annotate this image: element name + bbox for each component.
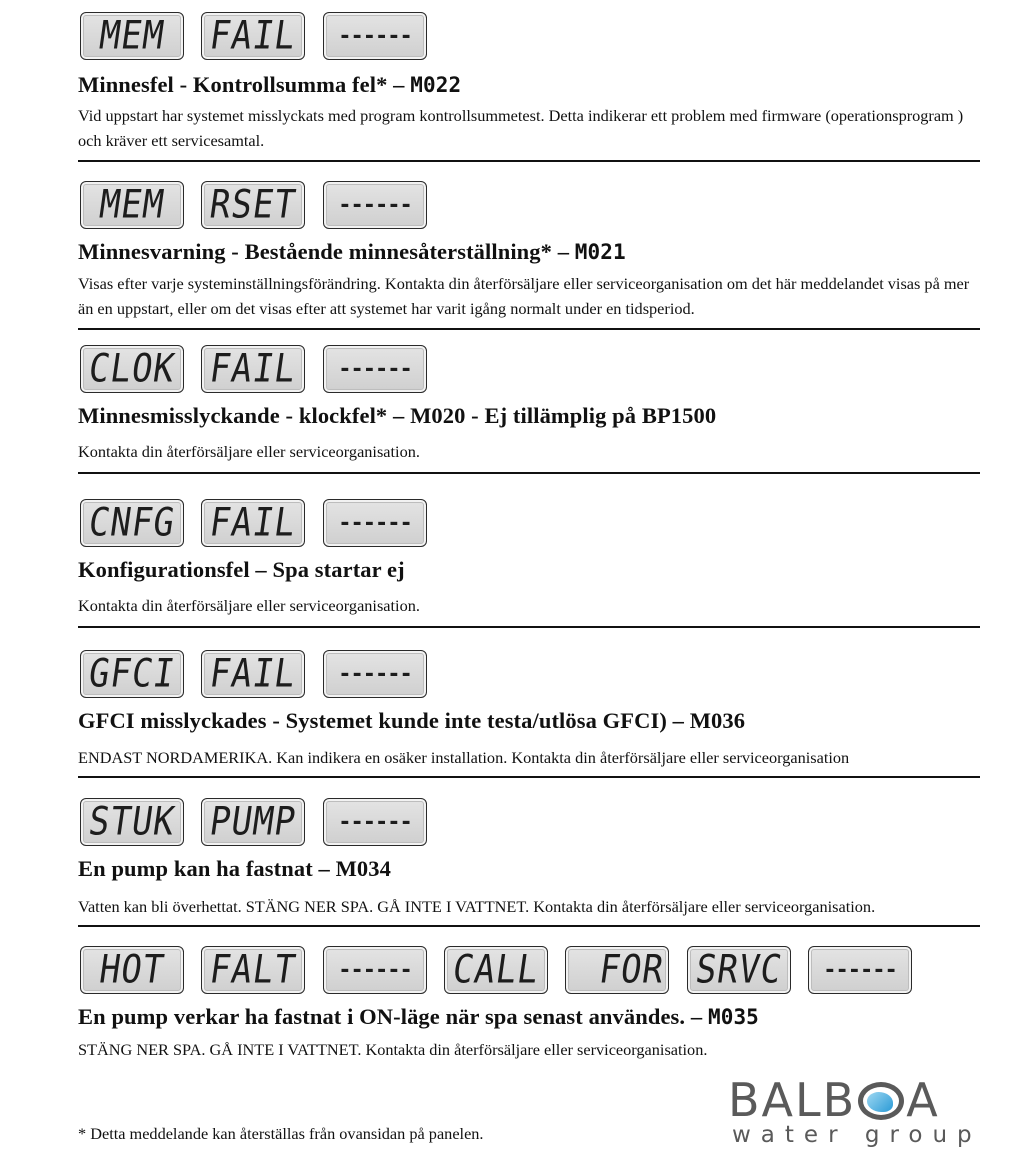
message-body: Vatten kan bli överhettat. STÄNG NER SPA. GÅ INTE I VATTNET. Kontakta din återförsäljare eller serviceorganisation. xyxy=(78,897,876,916)
lcd-text: STUK xyxy=(85,799,179,845)
title-text: En pump kan ha fastnat – M034 xyxy=(78,856,391,881)
message-title xyxy=(78,403,716,429)
lcd-text: FAIL xyxy=(206,13,300,59)
divider xyxy=(78,925,980,927)
lcd-text: MEM xyxy=(96,13,168,59)
title-text: GFCI misslyckades - Systemet kunde inte testa/utlösa GFCI) – M036 xyxy=(78,708,746,733)
lcd-panel xyxy=(565,946,669,994)
logo-text-left: BALB xyxy=(728,1073,857,1127)
lcd-panel xyxy=(80,181,184,229)
title-text: Minnesfel - Kontrollsumma fel* – xyxy=(78,72,411,97)
lcd-panel xyxy=(201,798,305,846)
divider xyxy=(78,626,980,628)
lcd-text: ------ xyxy=(338,510,412,536)
lcd-panel xyxy=(80,946,184,994)
lcd-text: ------ xyxy=(338,957,412,983)
water-drop-icon xyxy=(858,1082,904,1120)
lcd-panel xyxy=(80,798,184,846)
lcd-panel xyxy=(201,181,305,229)
lcd-text: ------ xyxy=(338,192,412,218)
message-body: STÄNG NER SPA. GÅ INTE I VATTNET. Kontakta din återförsäljare eller serviceorganisation. xyxy=(78,1040,708,1059)
lcd-text: CLOK xyxy=(85,346,179,392)
balboa-logo xyxy=(728,1073,984,1148)
lcd-text: HOT xyxy=(96,947,168,993)
lcd-panel xyxy=(323,650,427,698)
lcd-panel xyxy=(201,12,305,60)
lcd-panel xyxy=(201,499,305,547)
lcd-panel xyxy=(808,946,912,994)
lcd-panel xyxy=(201,650,305,698)
divider xyxy=(78,472,980,474)
lcd-text: ------ xyxy=(823,957,897,983)
message-title xyxy=(78,72,461,98)
divider xyxy=(78,776,980,778)
lcd-text: FAIL xyxy=(206,651,300,697)
lcd-panel xyxy=(80,345,184,393)
logo-text-right: A xyxy=(906,1073,940,1127)
error-code: M021 xyxy=(574,240,626,264)
lcd-text: CALL xyxy=(449,947,543,993)
lcd-text: RSET xyxy=(206,182,300,228)
lcd-panel xyxy=(687,946,791,994)
logo-wordmark xyxy=(728,1073,940,1127)
lcd-text: FAIL xyxy=(206,500,300,546)
lcd-text: SRVC xyxy=(692,947,786,993)
lcd-panel xyxy=(201,946,305,994)
message-title xyxy=(78,1004,759,1030)
message-body: ENDAST NORDAMERIKA. Kan indikera en osäker installation. Kontakta din återförsäljare eller serviceorganisation xyxy=(78,748,850,767)
lcd-panel xyxy=(80,499,184,547)
lcd-panel xyxy=(323,345,427,393)
lcd-panel xyxy=(323,12,427,60)
title-text: Konfigurationsfel – Spa startar ej xyxy=(78,557,405,582)
footnote: * Detta meddelande kan återställas från ovansidan på panelen. xyxy=(78,1124,484,1143)
message-title xyxy=(78,708,745,734)
lcd-text: ------ xyxy=(338,356,412,382)
title-text: Minnesvarning - Bestående minnesåterställning* – xyxy=(78,239,575,264)
lcd-panel xyxy=(444,946,548,994)
message-body: Kontakta din återförsäljare eller serviceorganisation. xyxy=(78,442,420,461)
lcd-text: MEM xyxy=(96,182,168,228)
lcd-panel xyxy=(323,181,427,229)
message-body: Vid uppstart har systemet misslyckats med program kontrollsummetest. Detta indikerar ett problem med firmware (operationsprogram ) och kräver ett servicesamtal. xyxy=(78,106,964,150)
lcd-text: FALT xyxy=(206,947,300,993)
message-body: Visas efter varje systeminställningsförändring. Kontakta din återförsäljare eller serviceorganisation om det här meddelandet visas på mer än en uppstart, eller om det visas efter att systemet har varit igång normalt under en tidsperiod. xyxy=(78,274,970,318)
lcd-text: GFCI xyxy=(85,651,179,697)
lcd-text: FAIL xyxy=(206,346,300,392)
lcd-text: ------ xyxy=(338,23,412,49)
divider xyxy=(78,160,980,162)
message-title xyxy=(78,557,405,583)
message-title xyxy=(78,239,626,265)
lcd-panel xyxy=(80,650,184,698)
lcd-panel xyxy=(201,345,305,393)
lcd-panel xyxy=(323,946,427,994)
message-body: Kontakta din återförsäljare eller serviceorganisation. xyxy=(78,596,420,615)
lcd-text: ------ xyxy=(338,809,412,835)
lcd-text: CNFG xyxy=(85,500,179,546)
divider xyxy=(78,328,980,330)
error-code: M035 xyxy=(707,1005,759,1029)
error-code: M022 xyxy=(410,73,462,97)
message-title xyxy=(78,856,391,882)
lcd-panel xyxy=(323,798,427,846)
lcd-panel xyxy=(323,499,427,547)
lcd-text: PUMP xyxy=(206,799,300,845)
logo-tagline: water group xyxy=(732,1122,982,1148)
lcd-text: ------ xyxy=(338,661,412,687)
title-text: En pump verkar ha fastnat i ON-läge när spa senast användes. – xyxy=(78,1004,708,1029)
lcd-text: FOR xyxy=(596,947,668,993)
lcd-panel xyxy=(80,12,184,60)
title-text: Minnesmisslyckande - klockfel* – M020 - Ej tillämplig på BP1500 xyxy=(78,403,717,428)
